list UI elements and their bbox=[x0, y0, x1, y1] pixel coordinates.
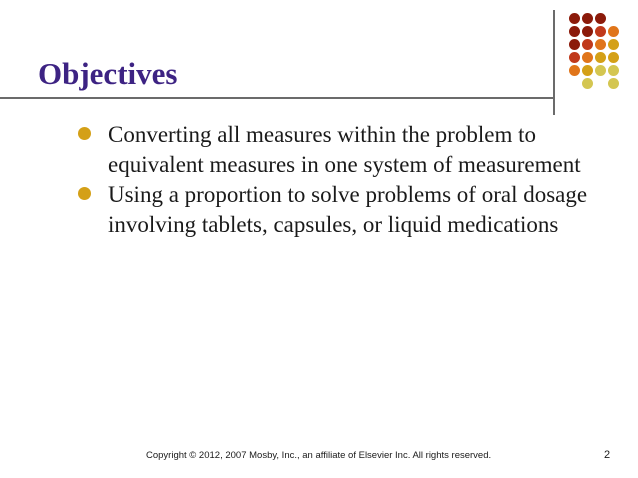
decorative-dot bbox=[608, 39, 619, 50]
decorative-dot bbox=[595, 26, 606, 37]
slide-title: Objectives bbox=[38, 56, 178, 91]
decorative-dot bbox=[595, 52, 606, 63]
decorative-dot bbox=[569, 26, 580, 37]
vertical-rule bbox=[553, 10, 555, 115]
page-number: 2 bbox=[604, 449, 611, 461]
decorative-dot bbox=[582, 39, 593, 50]
decorative-dot bbox=[608, 52, 619, 63]
bullet-item bbox=[78, 120, 598, 180]
title-divider-rule bbox=[0, 97, 554, 99]
decorative-dot bbox=[608, 26, 619, 37]
decorative-dot bbox=[569, 65, 580, 76]
decorative-dot bbox=[582, 26, 593, 37]
decorative-dot bbox=[582, 65, 593, 76]
decorative-dot bbox=[608, 65, 619, 76]
decorative-dot bbox=[595, 13, 606, 24]
copyright-footer: Copyright © 2012, 2007 Mosby, Inc., an affiliate of Elsevier Inc. All rights reserved. bbox=[146, 450, 492, 461]
decorative-dot bbox=[582, 78, 593, 89]
bullet-dot-icon bbox=[78, 187, 91, 200]
decorative-dot bbox=[582, 13, 593, 24]
bullet-list bbox=[78, 120, 598, 240]
decorative-dot bbox=[582, 52, 593, 63]
decorative-dot bbox=[569, 39, 580, 50]
bullet-text: Converting all measures within the problem to equivalent measures in one system of measurement bbox=[108, 122, 581, 177]
decorative-dot bbox=[595, 39, 606, 50]
bullet-text: Using a proportion to solve problems of oral dosage involving tablets, capsules, or liquid medications bbox=[108, 182, 588, 237]
decorative-dot bbox=[595, 65, 606, 76]
bullet-dot-icon bbox=[78, 127, 91, 140]
bullet-item bbox=[78, 180, 598, 240]
decorative-dot bbox=[608, 78, 619, 89]
decorative-dot bbox=[569, 13, 580, 24]
decorative-dot bbox=[569, 52, 580, 63]
